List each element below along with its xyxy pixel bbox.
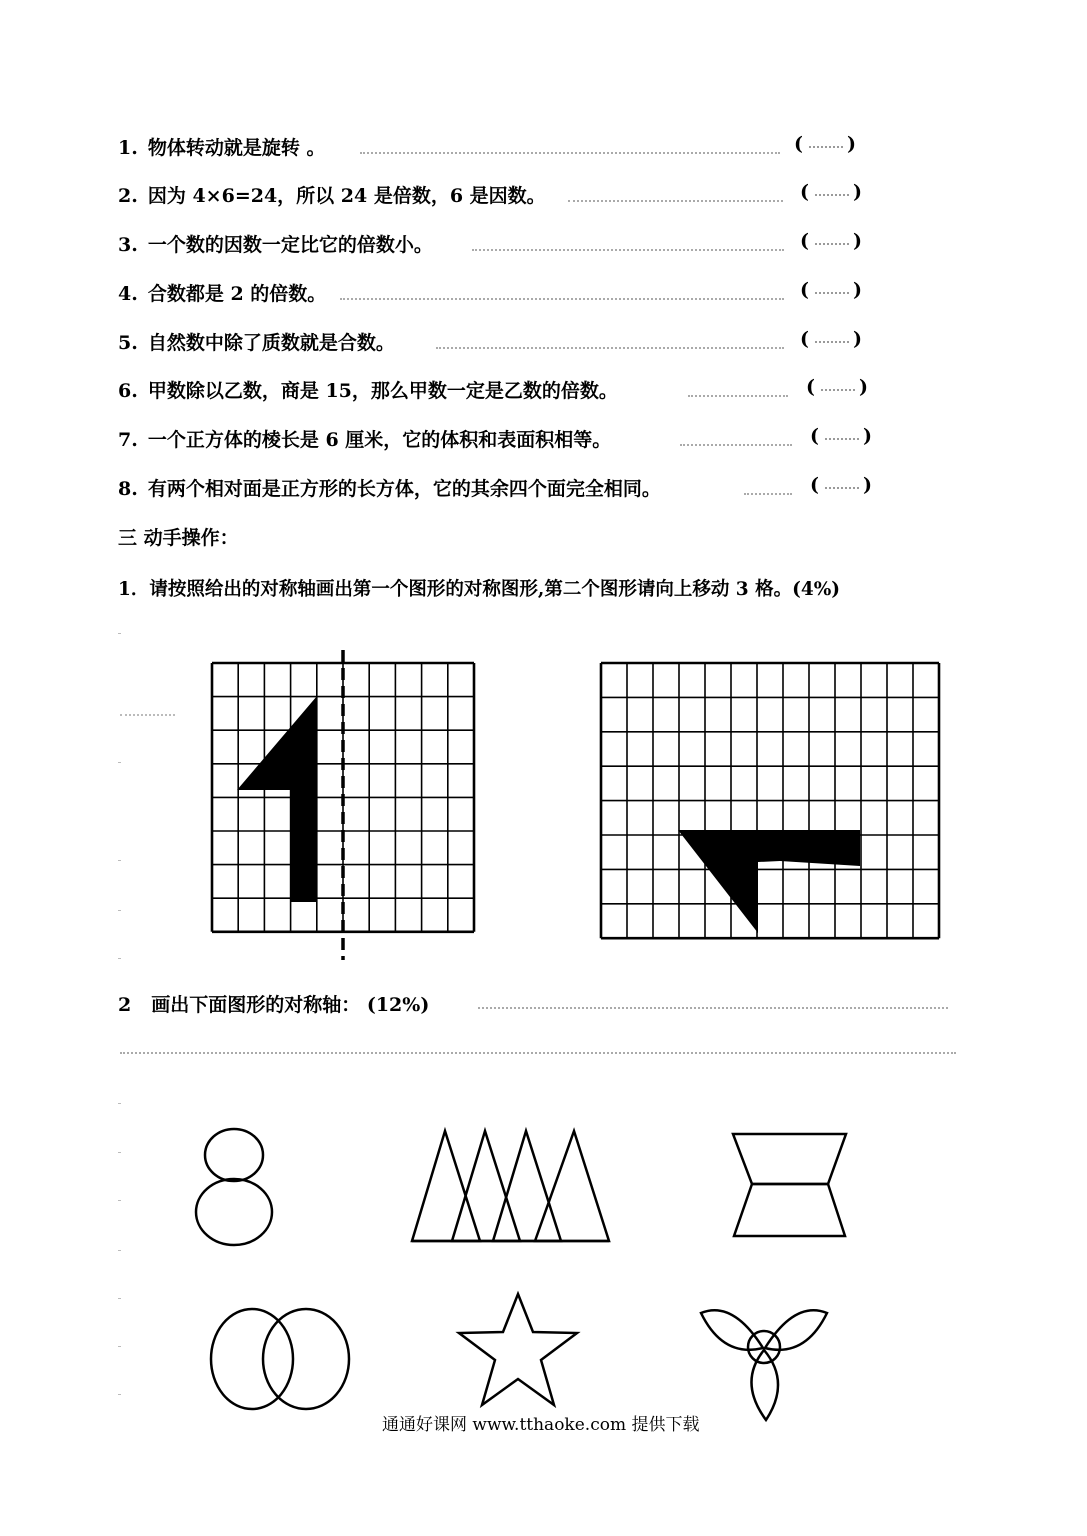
- dotted-leader: [472, 249, 784, 251]
- question-1: [118, 133, 325, 160]
- question-number: 6.: [118, 380, 138, 402]
- question-4: [118, 279, 326, 306]
- figure-triangles[interactable]: [405, 1125, 615, 1247]
- question-number: 5.: [118, 332, 138, 354]
- dotted-leader: [120, 1052, 956, 1054]
- answer-blank-1[interactable]: ( ): [794, 133, 858, 155]
- question-text: 合数都是 2 的倍数。: [147, 283, 327, 305]
- question-number: 3.: [118, 234, 138, 256]
- dotted-leader: [680, 444, 792, 446]
- question-8: [118, 474, 661, 501]
- dotted-leader: [568, 200, 783, 202]
- figure-star[interactable]: [455, 1290, 585, 1415]
- footer-source: 通通好课网 www.tthaoke.com 提供下载: [382, 1415, 700, 1435]
- answer-blank-2[interactable]: ( ): [800, 181, 864, 203]
- margin-dot: [118, 910, 121, 911]
- question-text: 有两个相对面是正方形的长方体，它的其余四个面完全相同。: [147, 478, 661, 500]
- margin-dot: [118, 1346, 121, 1347]
- margin-dot: [118, 860, 121, 861]
- answer-blank-8[interactable]: ( ): [810, 474, 874, 496]
- answer-blank-7[interactable]: ( ): [810, 425, 874, 447]
- question-number: 7.: [118, 429, 138, 451]
- margin-dot: [118, 1394, 121, 1395]
- margin-dot: [118, 1250, 121, 1251]
- question-3: [118, 230, 433, 257]
- question-text: 甲数除以乙数，商是 15，那么甲数一定是乙数的倍数。: [147, 380, 618, 402]
- figure-eight[interactable]: [190, 1125, 280, 1250]
- task-2-text: 画出下面图形的对称轴： (12%): [151, 994, 430, 1016]
- section-title: 三 动手操作：: [118, 527, 239, 549]
- answer-blank-4[interactable]: ( ): [800, 279, 864, 301]
- question-5: [118, 328, 395, 355]
- grid-figure-2[interactable]: [598, 658, 950, 940]
- answer-blank-5[interactable]: ( ): [800, 328, 864, 350]
- shaded-arrow-shape: [237, 696, 317, 902]
- task-2-instruction: [118, 990, 429, 1017]
- question-text: 因为 4×6=24，所以 24 是倍数，6 是因数。: [147, 185, 546, 207]
- question-text: 物体转动就是旋转 。: [147, 137, 326, 159]
- question-2: [118, 181, 546, 208]
- margin-dot: [118, 1103, 121, 1104]
- grid-figure-1[interactable]: [205, 648, 485, 968]
- question-text: 自然数中除了质数就是合数。: [147, 332, 395, 354]
- margin-dot: [118, 762, 121, 763]
- dotted-leader: [478, 1007, 948, 1009]
- margin-dot: [118, 633, 121, 634]
- question-text: 一个数的因数一定比它的倍数小。: [147, 234, 433, 256]
- margin-dot: [118, 958, 121, 959]
- question-number: 8.: [118, 478, 138, 500]
- answer-blank-3[interactable]: ( ): [800, 230, 864, 252]
- figure-trapezoids[interactable]: [728, 1128, 853, 1243]
- task-2-number: 2: [118, 994, 132, 1016]
- dotted-leader: [340, 298, 784, 300]
- margin-dot: [118, 1152, 121, 1153]
- dotted-leader: [744, 493, 792, 495]
- question-7: [118, 425, 611, 452]
- figure-overlapping-ellipses[interactable]: [205, 1305, 360, 1415]
- question-number: 1.: [118, 137, 138, 159]
- dotted-leader: [436, 347, 784, 349]
- margin-dot: [120, 714, 175, 716]
- answer-blank-6[interactable]: ( ): [806, 376, 870, 398]
- figure-trefoil[interactable]: [693, 1300, 833, 1425]
- margin-dot: [118, 1200, 121, 1201]
- question-6: [118, 376, 618, 403]
- question-number: 4.: [118, 283, 138, 305]
- dotted-leader: [688, 395, 788, 397]
- dotted-leader: [360, 152, 780, 154]
- question-number: 2.: [118, 185, 138, 207]
- margin-dot: [118, 1298, 121, 1299]
- question-text: 一个正方体的棱长是 6 厘米，它的体积和表面积相等。: [147, 429, 612, 451]
- task-1-instruction: 1．请按照给出的对称轴画出第一个图形的对称图形,第二个图形请向上移动 3 格。(4%): [118, 579, 841, 600]
